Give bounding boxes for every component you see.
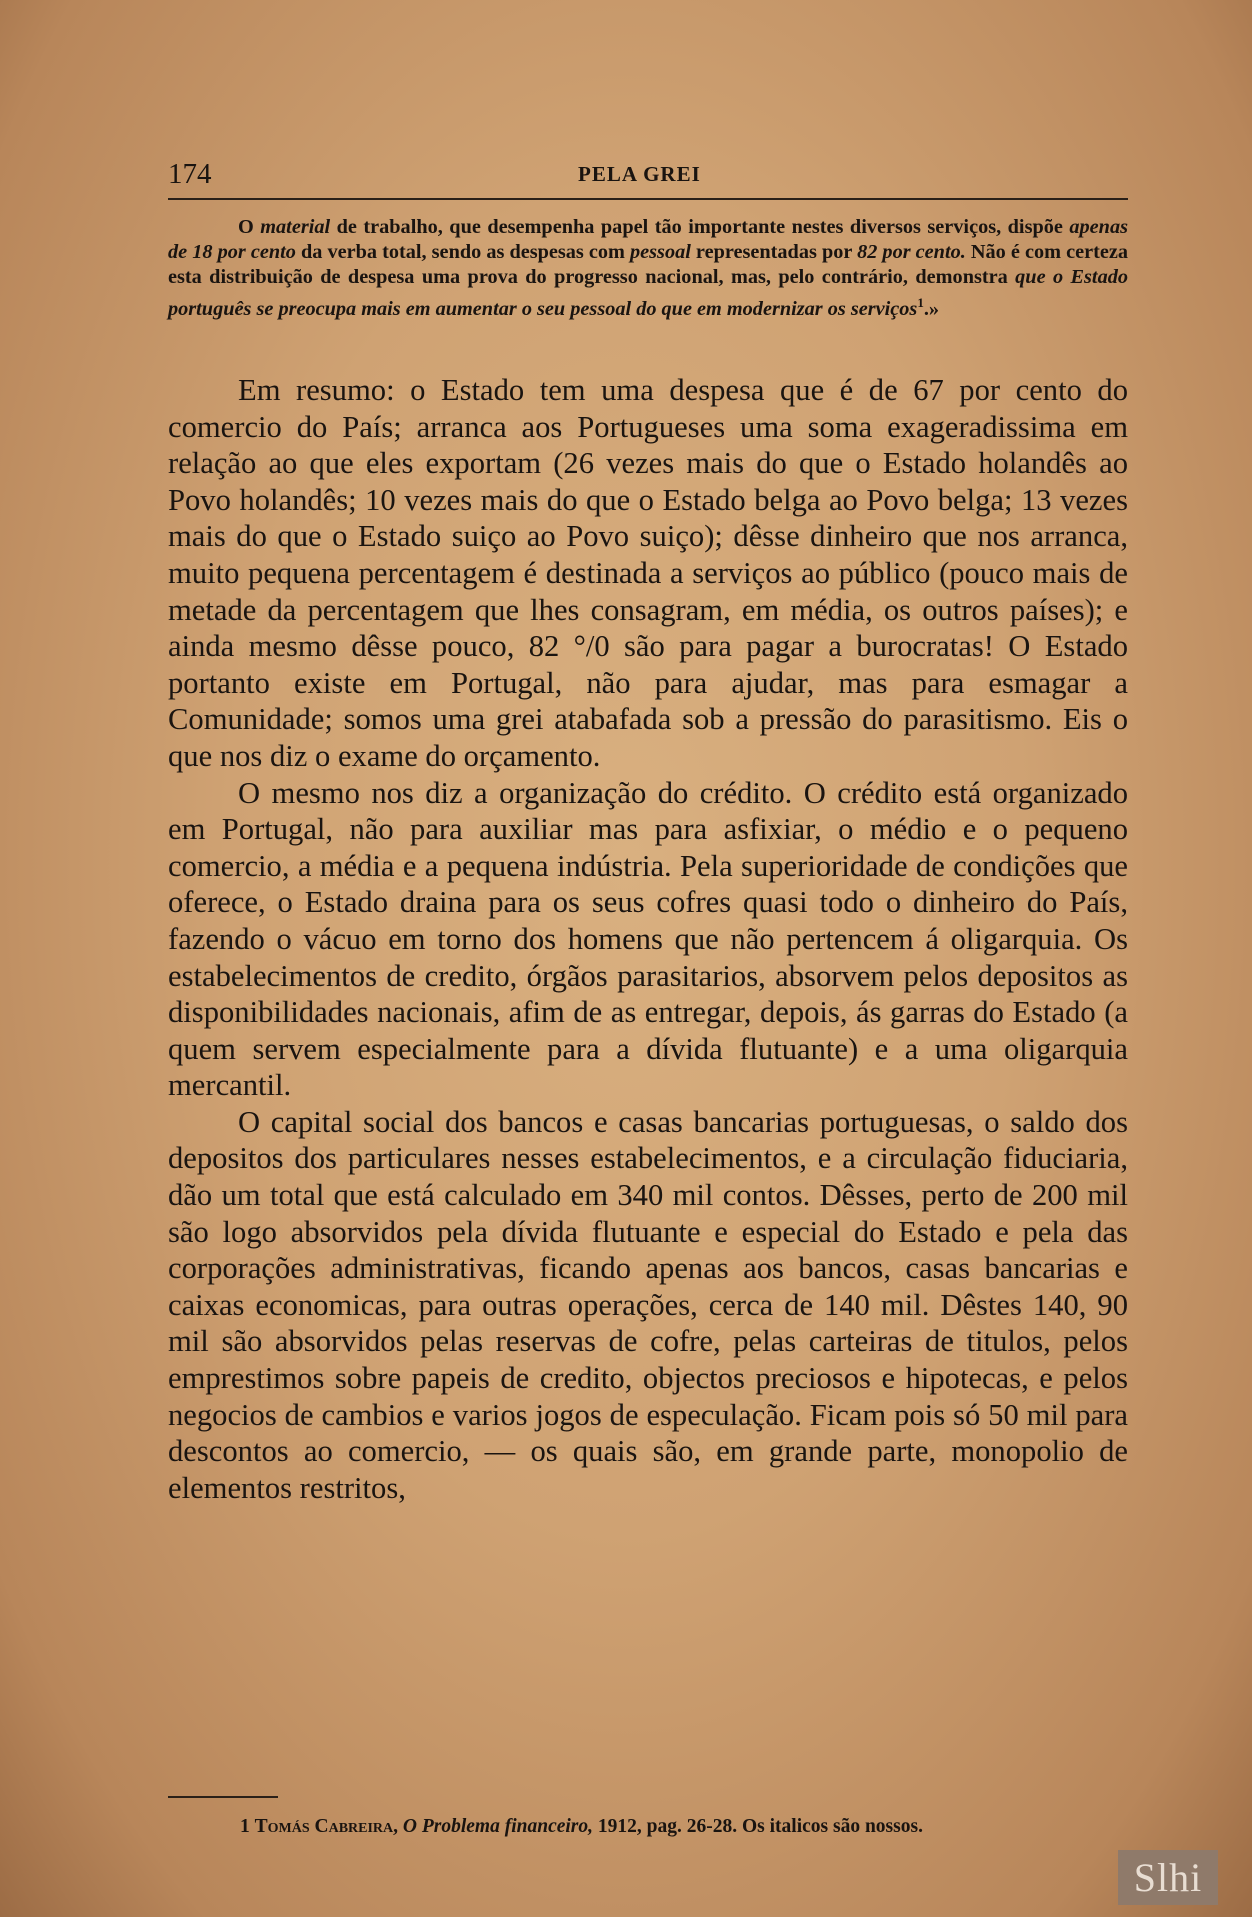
quote-segment: O (238, 216, 261, 238)
quote-segment: que o Estado português se preocupa mais em aumentar o seu pessoal do que em modernizar os serviços (168, 266, 1128, 320)
quote-segment: .» (923, 297, 940, 320)
quote-segment: da verba total, sendo as despesas com (295, 241, 631, 263)
library-stamp: Slhi (1118, 1850, 1218, 1905)
quote-segment: 82 por cento. (857, 241, 966, 263)
paragraph: Em resumo: o Estado tem uma despesa que é de 67 por cento do comercio do País; arranca aos Portugueses uma soma exageradissima em relação ao que eles exportam (26 vezes mais do que o Estado holandês ao Povo holandês; 10 vezes mais do que o Estado belga ao Povo belga; 13 vezes mais do que o Estado suiço ao Povo suiço); dêsse dinheiro que nos arranca, muito pequena percentagem é destinada a serviços ao público (pouco mais de metade da percentagem que lhes consagram, em média, os outros países); e ainda mesmo dêsse pouco, 82 °/0 são para pagar a burocratas! O Estado portanto existe em Portugal, não para ajudar, mas para esmagar a Comunidade; somos uma grei atabafada sob a pressão do parasitismo. Eis o que nos diz o exame do orçamento. (168, 373, 1128, 773)
footnote-marker: 1 (240, 1816, 250, 1837)
quoted-passage (168, 215, 1128, 322)
quote-segment: material (260, 216, 331, 238)
quote-segment: apenas de 18 por cento (168, 216, 1128, 263)
quote-segment: Não é com certeza esta distribuição de despesa uma prova do progresso nacional, mas, pelo contrário, demonstra (168, 241, 1128, 288)
footnote-title: O Problema financeiro, (402, 1816, 594, 1837)
running-title: PELA GREI (578, 162, 701, 186)
page-number: 174 (168, 158, 212, 190)
quote-segment: de trabalho, que desempenha papel tão importante nestes diversos serviços, dispõe (330, 216, 1070, 238)
footnote-author: Tomás Cabreira, (254, 1816, 399, 1837)
footnote-ref: 1 (917, 295, 924, 310)
quote-segment: pessoal (630, 241, 691, 263)
paragraph: O capital social dos bancos e casas bancarias portuguesas, o saldo dos depositos dos particulares nesses estabelecimentos, e a circulação fiduciaria, dão um total que está calculado em 340 mil contos. Dêsses, perto de 200 mil são logo absorvidos pela dívida flutuante e especial do Estado e pela das corporações administrativas, ficando apenas aos bancos, casas bancarias e caixas economicas, para outras operações, cerca de 140 mil. Dêstes 140, 90 mil são absorvidos pelas reservas de cofre, pelas carteiras de titulos, pelos emprestimos sobre papeis de credito, objectos preciosos e hipotecas, e pelos negocios de cambios e varios jogos de especulação. Ficam pois só 50 mil para descontos ao comercio, — os quais são, em grande parte, monopolio de elementos restritos, (168, 1104, 1128, 1505)
paragraph: O mesmo nos diz a organização do crédito. O crédito está organizado em Portugal, não para auxiliar mas para asfixiar, o médio e o pequeno comercio, a média e a pequena indústria. Pela superioridade de condições que oferece, o Estado draina para os seus cofres quasi todo o dinheiro do País, fazendo o vácuo em torno dos homens que não pertencem á oligarquia. Os estabelecimentos de credito, órgãos parasitarios, absorvem pelos depositos as disponibilidades nacionais, afim de as entregar, depois, ás garras do Estado (a quem servem especialmente para a dívida flutuante) e a uma oligarquia mercantil. (168, 775, 1128, 1103)
footnote (240, 1816, 1140, 1838)
page-header (168, 158, 1128, 200)
main-text (168, 372, 1128, 1506)
footnote-rest: 1912, pag. 26-28. Os italicos são nossos. (597, 1816, 923, 1837)
quote-segment: representadas por (690, 241, 858, 263)
footnote-rule (168, 1796, 278, 1798)
